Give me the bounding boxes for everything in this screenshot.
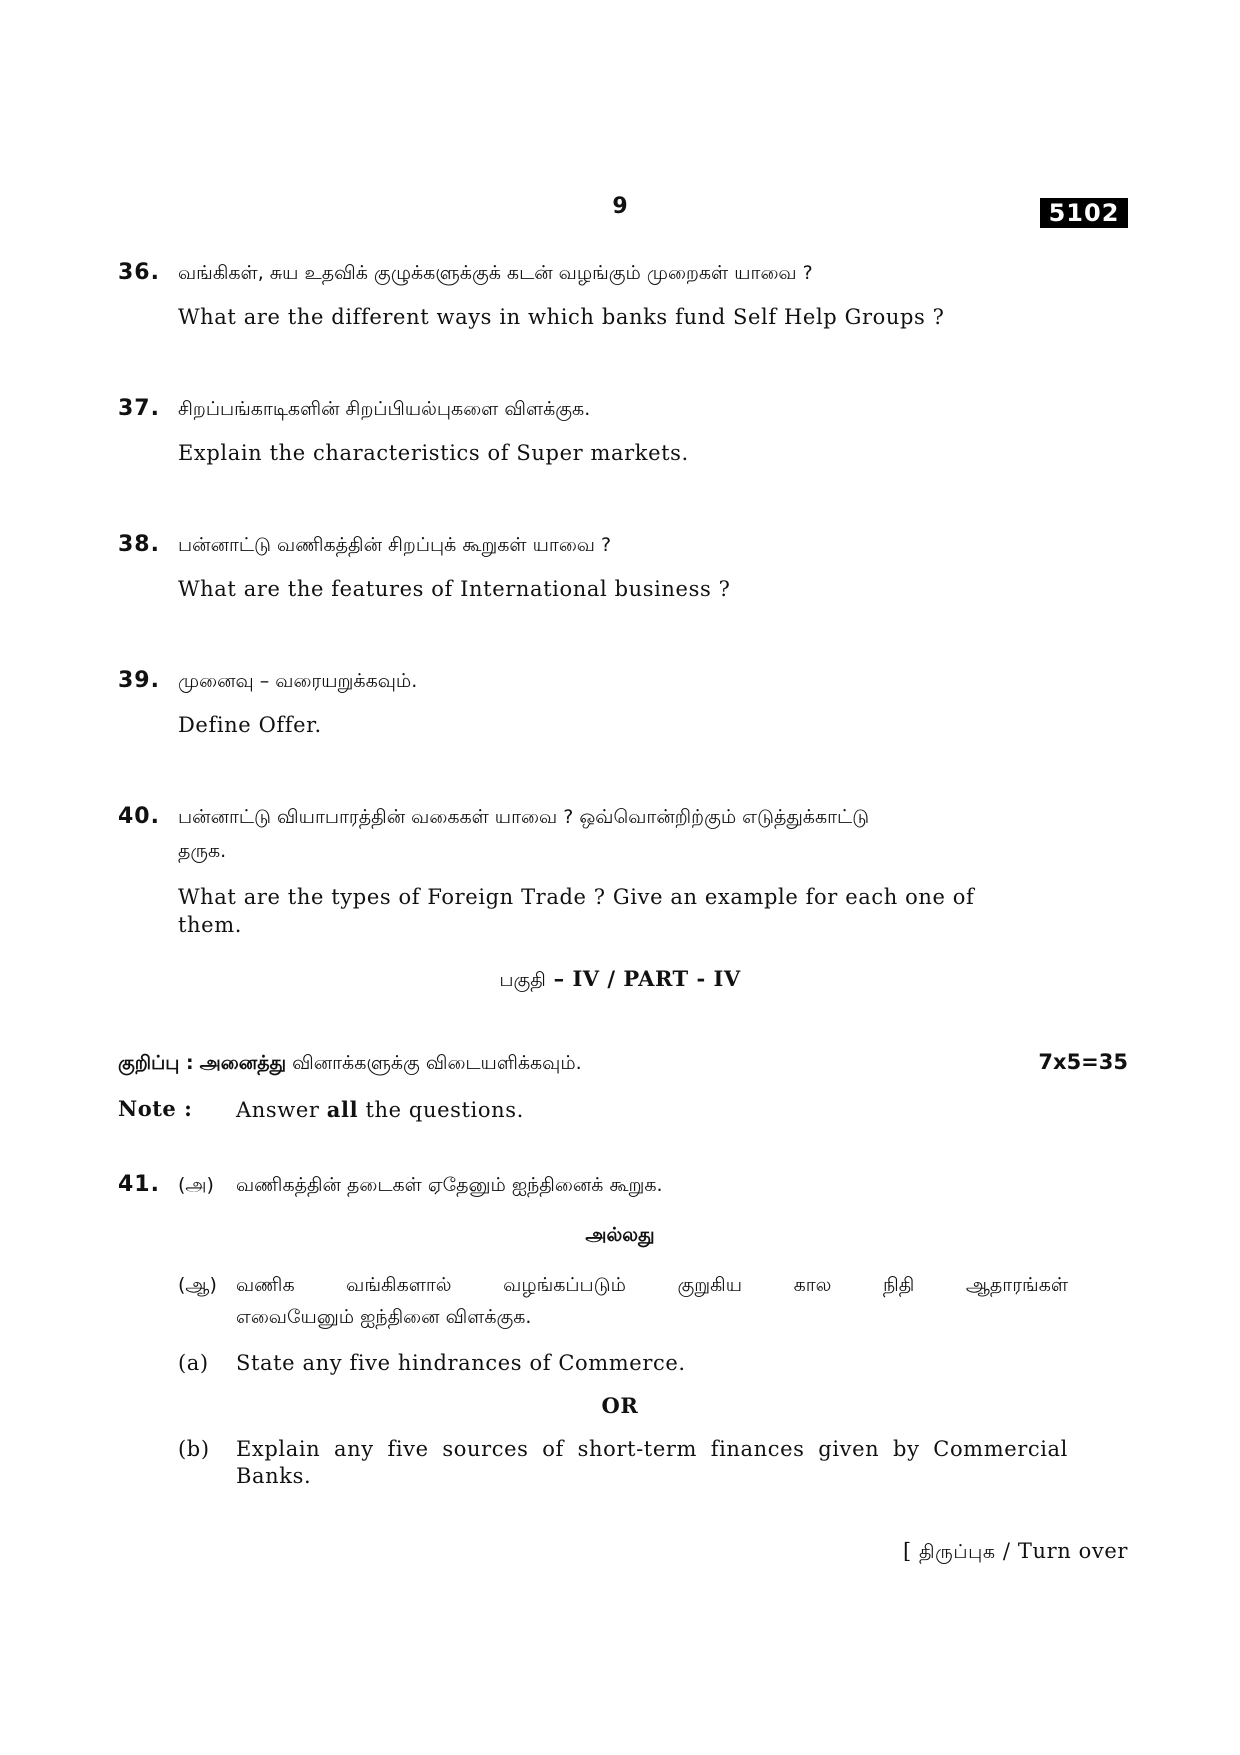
part-heading [0,966,1240,994]
question-41-tamil-b-line2: எவையேனும் ஐந்தினை விளக்குக. [236,1306,532,1328]
note-english-bold: all [326,1097,359,1122]
turn-over-bracket: [ [902,1539,920,1563]
question-41-tamil-a: வணிகத்தின் தடைகள் ஏதேனும் ஐந்தினைக் கூறுக. [236,1174,663,1196]
question-number: 37. [118,396,160,421]
question-40-english-line1: What are the types of Foreign Trade ? Give an example for each one of [178,885,975,909]
question-37-english: Explain the characteristics of Super markets. [178,441,689,465]
question-number: 39. [118,668,160,693]
marks-allocation: 7x5=35 [1038,1050,1128,1074]
question-41-tamil-a-label: (அ) [178,1174,214,1196]
question-number: 36. [118,260,160,285]
page-number: 9 [612,194,628,219]
or-english: OR [601,1393,639,1418]
question-41-english-a: State any five hindrances of Commerce. [236,1351,686,1375]
note-tamil-bold: அனைத்து [199,1052,287,1074]
note-english-label: Note : [118,1096,193,1121]
question-39-english: Define Offer. [178,713,322,737]
note-english-post: the questions. [358,1098,524,1122]
note-english [236,1096,1036,1124]
turn-over-tamil: திருப்புக [919,1541,996,1563]
question-number: 41. [118,1172,160,1197]
question-37-tamil: சிறப்பங்காடிகளின் சிறப்பியல்புகளை விளக்குக. [178,398,591,420]
question-40-tamil-line2: தருக. [178,840,227,862]
question-41-tamil-b-label: (ஆ) [178,1274,217,1296]
question-41-english-b-line2: Banks. [236,1464,312,1488]
question-38-english: What are the features of International business ? [178,577,731,601]
note-tamil-rest: வினாக்களுக்கு விடையளிக்கவும். [286,1052,582,1074]
part-heading-english: – IV / PART - IV [545,966,741,991]
question-36-tamil: வங்கிகள், சுய உதவிக் குழுக்களுக்குக் கடன் வழங்கும் முறைகள் யாவை ? [178,262,813,284]
question-number: 40. [118,804,160,829]
question-40-english-line2: them. [178,913,242,937]
question-41-tamil-b-line1: வணிக வங்கிகளால் வழங்கப்படும் குறுகிய கால நிதி ஆதாரங்கள் [236,1274,1068,1296]
note-tamil [118,1050,978,1076]
question-41-english-a-label: (a) [178,1351,209,1375]
question-number: 38. [118,532,160,557]
note-tamil-label: குறிப்பு : [118,1052,194,1074]
turn-over-english: / Turn over [995,1539,1128,1563]
question-36-english: What are the different ways in which banks fund Self Help Groups ? [178,305,945,329]
note-english-pre: Answer [236,1098,327,1122]
question-39-tamil: முனைவு – வரையறுக்கவும். [178,670,418,692]
or-tamil: அல்லது [585,1224,655,1246]
part-heading-tamil: பகுதி [499,969,546,991]
paper-code-badge: 5102 [1040,198,1128,228]
question-41-english-b-label: (b) [178,1437,210,1461]
question-38-tamil: பன்னாட்டு வணிகத்தின் சிறப்புக் கூறுகள் யாவை ? [178,534,612,556]
turn-over-note [700,1538,1128,1565]
question-40-tamil-line1: பன்னாட்டு வியாபாரத்தின் வகைகள் யாவை ? ஒவ்வொன்றிற்கும் எடுத்துக்காட்டு [178,806,870,828]
question-41-english-b-line1: Explain any five sources of short-term finances given by Commercial [236,1437,1068,1461]
